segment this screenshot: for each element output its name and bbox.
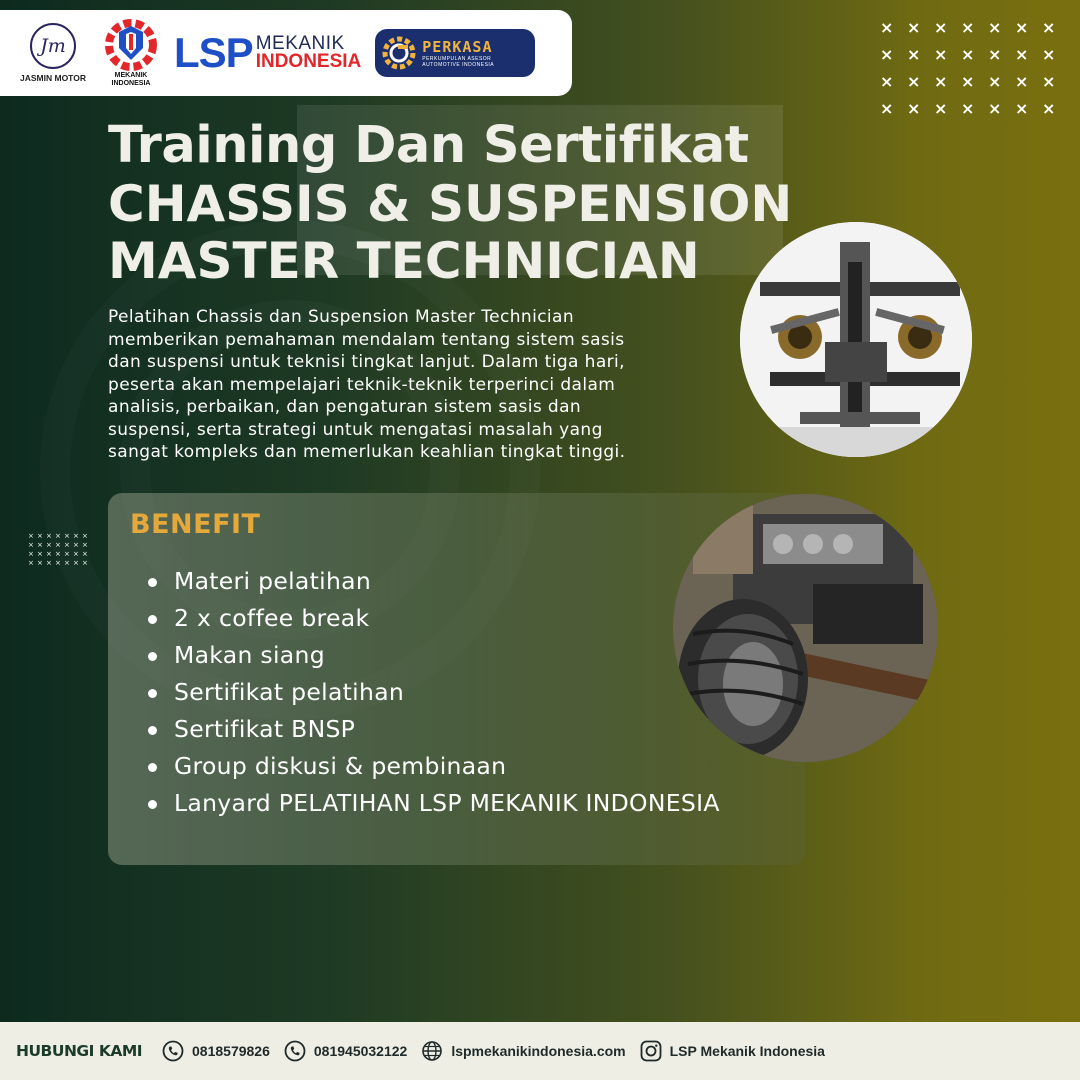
- benefit-item: Materi pelatihan: [148, 563, 720, 600]
- description-line: suspensi, serta strategi untuk mengatasi masalah yang: [108, 419, 603, 440]
- x-mark-small: ×: [73, 541, 79, 549]
- benefit-item: Group diskusi & pembinaan: [148, 748, 720, 785]
- description-line: sangat kompleks dan memerlukan keahlian tingkat tinggi.: [108, 442, 626, 462]
- x-mark-small: ×: [46, 559, 52, 567]
- jasmin-monogram: Jm: [30, 23, 76, 69]
- x-mark: ×: [1015, 72, 1029, 91]
- x-mark: ×: [961, 45, 975, 64]
- description-line: Pelatihan Chassis dan Suspension Master Technician: [108, 307, 575, 327]
- website-url: lspmekanikindonesia.com: [451, 1043, 626, 1059]
- description: [108, 306, 748, 464]
- x-mark: ×: [1015, 99, 1029, 118]
- benefit-item: Sertifikat BNSP: [148, 711, 720, 748]
- x-mark-small: ×: [73, 559, 79, 567]
- footer-contact-bar: [0, 1022, 1080, 1080]
- x-mark: ×: [988, 72, 1002, 91]
- x-mark-small: ×: [46, 550, 52, 558]
- instagram-link[interactable]: [640, 1040, 825, 1062]
- benefit-item: 2 x coffee break: [148, 600, 720, 637]
- x-mark: ×: [907, 99, 921, 118]
- x-mark-small: ×: [82, 550, 88, 558]
- mekanik-indonesia-logo: [102, 18, 160, 88]
- x-mark-small: ×: [46, 541, 52, 549]
- jasmin-name: JASMIN MOTOR: [20, 73, 86, 83]
- engine-illustration: [673, 494, 938, 762]
- benefit-heading: BENEFIT: [130, 509, 261, 540]
- benefit-item: Lanyard PELATIHAN LSP MEKANIK INDONESIA: [148, 785, 720, 822]
- instagram-handle: LSP Mekanik Indonesia: [669, 1043, 825, 1059]
- x-mark: ×: [907, 72, 921, 91]
- gear-shield-icon: [104, 18, 158, 72]
- x-mark-small: ×: [64, 559, 70, 567]
- phone-2[interactable]: [284, 1040, 407, 1062]
- x-mark: ×: [1042, 18, 1056, 37]
- description-line: analisis, perbaikan, dan pengaturan sistem sasis dan: [108, 397, 582, 417]
- x-mark: ×: [934, 99, 948, 118]
- lsp-mark: LSP: [174, 29, 253, 76]
- x-pattern: [880, 18, 1069, 118]
- x-mark: ×: [880, 72, 894, 91]
- x-mark-small: ×: [28, 541, 34, 549]
- globe-icon: [421, 1040, 443, 1062]
- description-line: peserta akan mempelajari teknik-teknik terperinci dalam: [108, 374, 616, 395]
- x-mark-small: ×: [64, 532, 70, 540]
- footer-label: HUBUNGI KAMI: [16, 1042, 143, 1060]
- title-line-2: CHASSIS & SUSPENSION: [108, 175, 793, 233]
- x-mark: ×: [934, 18, 948, 37]
- x-mark: ×: [880, 18, 894, 37]
- phone-2-number: 081945032122: [313, 1043, 408, 1059]
- x-mark-small: ×: [73, 532, 79, 540]
- x-mark: ×: [988, 18, 1002, 37]
- x-mark: ×: [961, 99, 975, 118]
- phone-1[interactable]: [162, 1040, 270, 1062]
- x-mark-small: ×: [37, 559, 43, 567]
- benefit-list: [148, 563, 720, 822]
- phone-icon: [284, 1040, 306, 1062]
- x-mark-small: ×: [37, 532, 43, 540]
- perkasa-sub1: PERKUMPULAN ASESOR: [422, 56, 492, 62]
- mekanik-name: MEKANIK INDONESIA: [111, 72, 151, 87]
- benefit-item: Makan siang: [148, 637, 720, 674]
- x-mark-small: ×: [28, 550, 34, 558]
- page-title: [108, 116, 792, 290]
- lsp-top: MEKANIK: [255, 33, 345, 54]
- x-mark-small: ×: [28, 559, 34, 567]
- perkasa-name: PERKASA: [422, 38, 493, 56]
- x-mark: ×: [934, 72, 948, 91]
- x-mark: ×: [934, 45, 948, 64]
- x-mark-small: ×: [55, 541, 61, 549]
- chassis-illustration: [740, 222, 972, 457]
- x-mark: ×: [880, 45, 894, 64]
- x-mark-small: ×: [46, 532, 52, 540]
- x-mark: ×: [907, 18, 921, 37]
- x-mark-small: ×: [73, 550, 79, 558]
- description-line: memberikan pemahaman mendalam tentang sistem sasis: [108, 329, 625, 350]
- phone-icon: [162, 1040, 184, 1062]
- x-mark: ×: [961, 72, 975, 91]
- x-mark: ×: [988, 99, 1002, 118]
- phone-1-number: 0818579826: [192, 1043, 270, 1059]
- logo-bar: [0, 10, 572, 96]
- chassis-photo: [740, 222, 972, 457]
- perkasa-logo: [375, 29, 535, 77]
- x-mark-small: ×: [82, 541, 88, 549]
- x-mark-small: ×: [37, 550, 43, 558]
- x-mark: ×: [988, 45, 1002, 64]
- title-line-3: MASTER TECHNICIAN: [108, 232, 700, 290]
- instagram-icon: [640, 1040, 662, 1062]
- benefit-item: Sertifikat pelatihan: [148, 674, 720, 711]
- x-mark-small: ×: [55, 559, 61, 567]
- x-mark-small: ×: [64, 550, 70, 558]
- x-mark-small: ×: [28, 532, 34, 540]
- perkasa-sub2: AUTOMOTIVE INDONESIA: [422, 62, 495, 68]
- lsp-logo: [174, 29, 361, 77]
- x-mark: ×: [880, 99, 894, 118]
- gear-icon: [381, 35, 417, 71]
- x-mark: ×: [1015, 45, 1029, 64]
- x-mark: ×: [961, 18, 975, 37]
- title-line-1: Training Dan Sertifikat: [108, 116, 749, 175]
- description-line: dan suspensi untuk teknisi tingkat lanjut. Dalam tiga hari,: [108, 352, 625, 372]
- jasmin-motor-logo: [18, 23, 88, 83]
- x-mark: ×: [1042, 72, 1056, 91]
- x-mark: ×: [907, 45, 921, 64]
- x-mark: ×: [1042, 99, 1056, 118]
- x-mark-small: ×: [82, 559, 88, 567]
- website-link[interactable]: [421, 1040, 625, 1062]
- dot-pattern: [28, 532, 91, 567]
- x-mark-small: ×: [55, 532, 61, 540]
- lsp-bottom: INDONESIA: [255, 51, 362, 72]
- x-mark: ×: [1042, 45, 1056, 64]
- x-mark-small: ×: [55, 550, 61, 558]
- x-mark: ×: [1015, 18, 1029, 37]
- x-mark-small: ×: [37, 541, 43, 549]
- engine-photo: [673, 494, 938, 762]
- x-mark-small: ×: [82, 532, 88, 540]
- x-mark-small: ×: [64, 541, 70, 549]
